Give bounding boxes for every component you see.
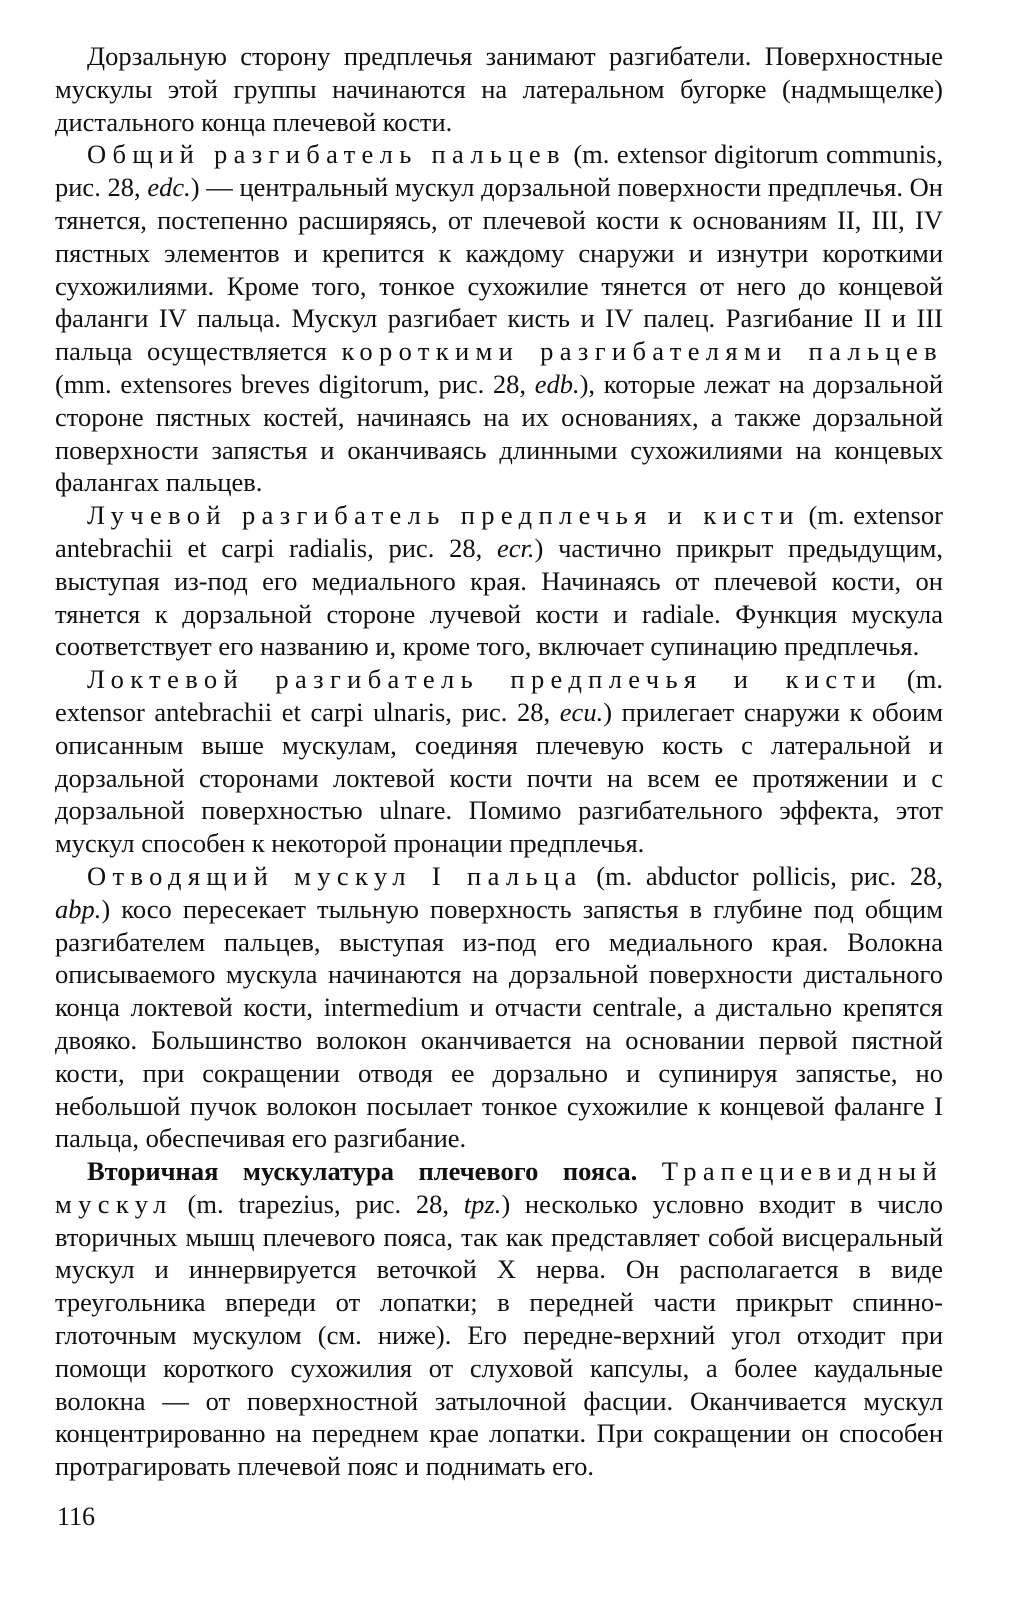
paragraph-6 (55, 1155, 943, 1483)
text-run: ) частично прикрыт предыдущим, выступая из-под его медиального края. Начинаясь от плечевой кости, он тянется к дорзальной стороне лучевой кости и radiale. Функция мускула соответствует его названию и, кроме того, включает супинацию предплечья. (55, 532, 943, 662)
text-run: ), которые лежат на дорзальной стороне пястных костей, начинаясь на их основаниях, а также дорзальной поверхности запястья и оканчиваясь длинными сухожилиями на концевых фалангах пальцев. (55, 368, 943, 498)
spaced-term: Отводящий мускул I пальца (87, 860, 583, 891)
figure-label: tpz. (463, 1188, 502, 1219)
text-run: ) несколько условно входит в число вторичных мышц плечевого пояса, так как представляет собой висцеральный мускул и иннервируется веточкой X нерва. Он располагается в виде треугольника впереди от лопатки; в передней части прикрыт спинно-глоточным мускулом (см. ниже). Его передне-верхний угол отходит при помощи короткого сухожилия от слуховой капсулы, а более каудальные волокна — от поверхностной затылочной фасции. Оканчивается мускул концентрированно на переднем крае лопатки. При сокращении он способен протрагировать плечевой пояс и поднимать его. (55, 1188, 943, 1482)
spaced-term: Локтевой разгибатель предплечья и кисти (87, 664, 882, 695)
text-run (637, 1156, 662, 1186)
page-number: 116 (57, 1502, 96, 1531)
figure-label: edc. (147, 172, 191, 203)
text-run: ) — центральный мускул дорзальной поверхности предплечья. Он тянется, постепенно расширяясь, от плечевой кости к основаниям II, III, IV пястных элементов и крепится к каждому снаружи и изнутри короткими сухожилиями. Кроме того, тонкое сухожилие тянется от него до концевой фаланги IV пальца. Мускул разгибает кисть и IV палец. Разгибание II и III пальца осуществляется (55, 172, 943, 367)
paragraph-4 (55, 663, 943, 860)
figure-label: ecr. (496, 532, 535, 563)
paragraph-2 (55, 138, 943, 499)
figure-label: abp. (55, 893, 102, 924)
text-run: (m. extensor antebrachii et carpi radialis, рис. 28, (55, 500, 943, 563)
text-run: Дорзальную сторону предплечья занимают разгибатели. Поверхностные мускулы этой группы начинаются на латеральном бугорке (надмыщелке) дистального конца плечевой кости. (55, 41, 943, 137)
figure-label: edb. (534, 368, 580, 399)
text-run: (m. abductor pollicis, рис. 28, (582, 860, 943, 891)
text-run: (m. extensor digitorum communis, рис. 28, (55, 139, 943, 203)
paragraph-5 (55, 860, 943, 1155)
text-run: (mm. extensores breves digitorum, рис. 28, (55, 368, 535, 399)
spaced-term: короткими разгибателями пальцев (341, 336, 943, 367)
paragraph-3 (55, 499, 943, 663)
text-run: ) прилегает снаружи к обоим описанным выше мускулам, соединяя плечевую кость с латеральной и дорзальной сторонами локтевой кости почти на всем ее протяжении и с дорзальной поверхностью ulnare. Помимо разгибательного эффекта, этот мускул способен к некоторой пронации предплечья. (55, 696, 943, 859)
text-run: ) косо пересекает тыльную поверхность запястья в глубине под общим разгибателем пальцев, выступая из-под его медиального края. Волокна описываемого мускула начинаются на дорзальной поверхности дистального конца локтевой кости, intermedium и отчасти centrale, а дистально крепятся двояко. Большинство волокон оканчивается на основании первой пястной кости, при сокращении отводя ее дорзально и супинируя запястье, но небольшой пучок волокон посылает тонкое сухожилие к концевой фаланге I пальца, обеспечивая его разгибание. (55, 893, 943, 1154)
spaced-term: Трапециевидный мускул (55, 1156, 944, 1219)
spaced-term: Общий разгибатель пальцев (87, 139, 566, 170)
paragraph-1 (55, 40, 943, 138)
section-heading: Вторичная мускулатура плечевого пояса. (87, 1156, 638, 1187)
spaced-term: Лучевой разгибатель предплечья и кисти (87, 500, 800, 531)
text-run: (m. trapezius, рис. 28, (172, 1188, 464, 1219)
figure-label: ecu. (559, 696, 604, 727)
text-run: (m. extensor antebrachii et carpi ulnaris, рис. 28, (55, 664, 943, 727)
page-body (55, 40, 943, 1483)
